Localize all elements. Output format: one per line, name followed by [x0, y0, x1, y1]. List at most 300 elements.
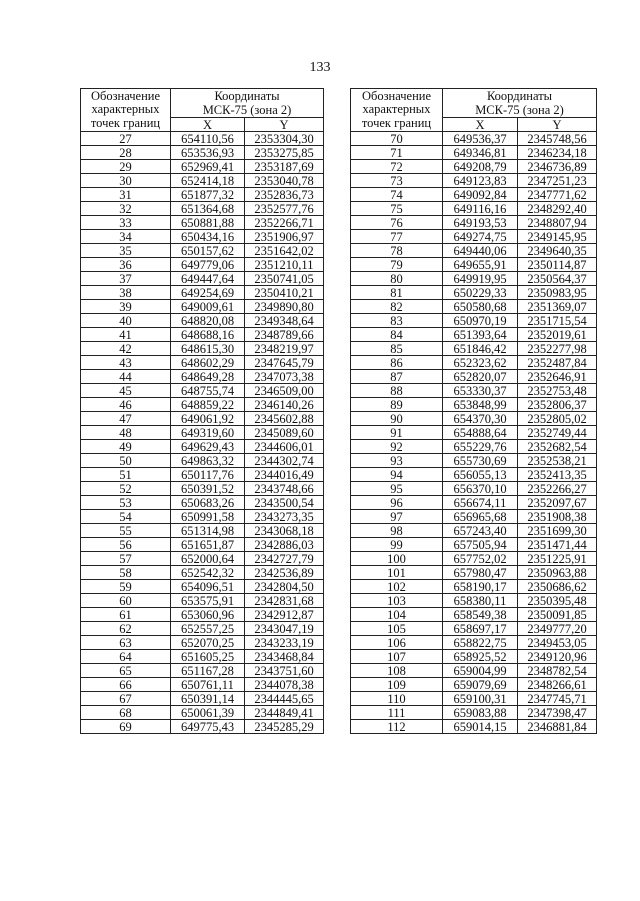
point-number-cell: 43: [81, 356, 171, 370]
x-coordinate-cell: 654096,51: [171, 580, 245, 594]
table-row: [351, 454, 597, 468]
y-coordinate-cell: 2349120,96: [518, 650, 597, 664]
y-coordinate-cell: 2345748,56: [518, 132, 597, 146]
point-number-cell: 63: [81, 636, 171, 650]
table-row: [81, 594, 324, 608]
point-number-cell: 54: [81, 510, 171, 524]
point-number-cell: 44: [81, 370, 171, 384]
table-row: [351, 706, 597, 720]
y-coordinate-cell: 2346881,84: [518, 720, 597, 734]
x-coordinate-cell: 649274,75: [443, 230, 518, 244]
y-coordinate-cell: 2352806,37: [518, 398, 597, 412]
point-number-cell: 95: [351, 482, 443, 496]
point-number-cell: 108: [351, 664, 443, 678]
header-line: точек границ: [361, 115, 432, 130]
table-row: [81, 160, 324, 174]
point-number-cell: 89: [351, 398, 443, 412]
table-row: [351, 636, 597, 650]
y-coordinate-cell: 2348789,66: [245, 328, 324, 342]
y-coordinate-cell: 2353275,85: [245, 146, 324, 160]
x-coordinate-cell: 649779,06: [171, 258, 245, 272]
table-row: [81, 244, 324, 258]
point-number-cell: 94: [351, 468, 443, 482]
point-number-cell: 70: [351, 132, 443, 146]
x-coordinate-cell: 657243,40: [443, 524, 518, 538]
table-row: [81, 678, 324, 692]
table-row: [351, 622, 597, 636]
point-number-cell: 106: [351, 636, 443, 650]
y-coordinate-cell: 2352577,76: [245, 202, 324, 216]
table-row: [81, 510, 324, 524]
y-coordinate-cell: 2352682,54: [518, 440, 597, 454]
point-number-cell: 85: [351, 342, 443, 356]
point-number-cell: 31: [81, 188, 171, 202]
y-coordinate-cell: 2343751,60: [245, 664, 324, 678]
table-row: [81, 538, 324, 552]
x-coordinate-cell: 656965,68: [443, 510, 518, 524]
point-number-cell: 75: [351, 202, 443, 216]
table-row: [351, 286, 597, 300]
point-number-cell: 96: [351, 496, 443, 510]
y-coordinate-cell: 2349890,80: [245, 300, 324, 314]
point-number-cell: 46: [81, 398, 171, 412]
point-number-cell: 64: [81, 650, 171, 664]
y-coordinate-cell: 2342536,89: [245, 566, 324, 580]
point-number-cell: 102: [351, 580, 443, 594]
y-coordinate-cell: 2342727,79: [245, 552, 324, 566]
header-line: Обозначение: [361, 88, 432, 103]
y-coordinate-cell: 2351471,44: [518, 538, 597, 552]
point-number-cell: 71: [351, 146, 443, 160]
y-coordinate-cell: 2350564,37: [518, 272, 597, 286]
y-coordinate-cell: 2350686,62: [518, 580, 597, 594]
x-coordinate-cell: 648615,30: [171, 342, 245, 356]
table-row: [351, 342, 597, 356]
table-row: [351, 328, 597, 342]
coordinates-group-header: [171, 89, 324, 118]
table-row: [81, 216, 324, 230]
table-row: [351, 692, 597, 706]
x-coordinate-cell: 652557,25: [171, 622, 245, 636]
y-coordinate-cell: 2346234,18: [518, 146, 597, 160]
y-coordinate-cell: 2345602,88: [245, 412, 324, 426]
y-coordinate-cell: 2352277,98: [518, 342, 597, 356]
table-row: [81, 314, 324, 328]
point-number-cell: 72: [351, 160, 443, 174]
point-number-cell: 60: [81, 594, 171, 608]
x-coordinate-cell: 653536,93: [171, 146, 245, 160]
table-row: [81, 650, 324, 664]
point-number-cell: 37: [81, 272, 171, 286]
y-coordinate-cell: 2343748,66: [245, 482, 324, 496]
x-coordinate-cell: 654888,64: [443, 426, 518, 440]
y-coordinate-cell: 2352753,48: [518, 384, 597, 398]
point-number-cell: 49: [81, 440, 171, 454]
point-number-cell: 77: [351, 230, 443, 244]
table-row: [351, 440, 597, 454]
coordinates-table-right: [350, 88, 597, 734]
table-row: [351, 398, 597, 412]
point-number-cell: 56: [81, 538, 171, 552]
point-number-cell: 27: [81, 132, 171, 146]
table-row: [81, 720, 324, 734]
point-number-cell: 97: [351, 510, 443, 524]
point-number-cell: 73: [351, 174, 443, 188]
y-coordinate-cell: 2343500,54: [245, 496, 324, 510]
table-row: [351, 594, 597, 608]
y-coordinate-cell: 2343273,35: [245, 510, 324, 524]
y-coordinate-cell: 2353187,69: [245, 160, 324, 174]
table-row: [351, 272, 597, 286]
point-number-cell: 53: [81, 496, 171, 510]
table-row: [351, 160, 597, 174]
x-coordinate-cell: 649775,43: [171, 720, 245, 734]
point-number-cell: 65: [81, 664, 171, 678]
table-row: [81, 622, 324, 636]
point-number-cell: 83: [351, 314, 443, 328]
table-row: [81, 552, 324, 566]
x-coordinate-cell: 650991,58: [171, 510, 245, 524]
point-number-cell: 55: [81, 524, 171, 538]
point-number-cell: 61: [81, 608, 171, 622]
y-coordinate-cell: 2344078,38: [245, 678, 324, 692]
y-coordinate-cell: 2351210,11: [245, 258, 324, 272]
point-number-cell: 30: [81, 174, 171, 188]
point-number-cell: 47: [81, 412, 171, 426]
y-coordinate-cell: 2343047,19: [245, 622, 324, 636]
point-number-cell: 68: [81, 706, 171, 720]
y-coordinate-cell: 2343068,18: [245, 524, 324, 538]
y-coordinate-cell: 2349348,64: [245, 314, 324, 328]
x-coordinate-cell: 649123,83: [443, 174, 518, 188]
x-coordinate-cell: 657752,02: [443, 552, 518, 566]
x-coordinate-cell: 651364,68: [171, 202, 245, 216]
table-row: [351, 188, 597, 202]
x-coordinate-cell: 659083,88: [443, 706, 518, 720]
y-coordinate-cell: 2349777,20: [518, 622, 597, 636]
table-row: [351, 538, 597, 552]
x-coordinate-cell: 650580,68: [443, 300, 518, 314]
y-coordinate-cell: 2350741,05: [245, 272, 324, 286]
y-coordinate-cell: 2351906,97: [245, 230, 324, 244]
x-coordinate-cell: 658380,11: [443, 594, 518, 608]
y-coordinate-cell: 2347398,47: [518, 706, 597, 720]
y-coordinate-cell: 2350091,85: [518, 608, 597, 622]
x-coordinate-cell: 649346,81: [443, 146, 518, 160]
y-coordinate-cell: 2342831,68: [245, 594, 324, 608]
y-coordinate-cell: 2346509,00: [245, 384, 324, 398]
point-number-cell: 52: [81, 482, 171, 496]
table-row: [351, 650, 597, 664]
header-line: МСК-75 (зона 2): [202, 103, 292, 117]
header-line: Координаты: [486, 89, 553, 103]
point-number-cell: 79: [351, 258, 443, 272]
point-number-cell: 57: [81, 552, 171, 566]
table-row: [81, 230, 324, 244]
point-column-header: [81, 89, 171, 132]
point-number-cell: 99: [351, 538, 443, 552]
y-coordinate-cell: 2350983,95: [518, 286, 597, 300]
y-column-header: Y: [245, 118, 324, 132]
x-coordinate-cell: 649061,92: [171, 412, 245, 426]
table-row: [81, 356, 324, 370]
point-number-cell: 107: [351, 650, 443, 664]
point-number-cell: 35: [81, 244, 171, 258]
x-coordinate-cell: 649116,16: [443, 202, 518, 216]
table-row: [351, 146, 597, 160]
y-coordinate-cell: 2343233,19: [245, 636, 324, 650]
y-coordinate-cell: 2348782,54: [518, 664, 597, 678]
point-number-cell: 59: [81, 580, 171, 594]
point-number-cell: 80: [351, 272, 443, 286]
table-row: [351, 468, 597, 482]
point-number-cell: 45: [81, 384, 171, 398]
table-row: [81, 496, 324, 510]
x-coordinate-cell: 651393,64: [443, 328, 518, 342]
x-coordinate-cell: 658822,75: [443, 636, 518, 650]
x-coordinate-cell: 648859,22: [171, 398, 245, 412]
y-coordinate-cell: 2349145,95: [518, 230, 597, 244]
x-coordinate-cell: 650761,11: [171, 678, 245, 692]
table-row: [81, 664, 324, 678]
x-coordinate-cell: 652969,41: [171, 160, 245, 174]
header-line: МСК-75 (зона 2): [475, 103, 564, 117]
point-number-cell: 87: [351, 370, 443, 384]
point-number-cell: 34: [81, 230, 171, 244]
coordinates-table-left: [80, 88, 324, 734]
y-coordinate-cell: 2347645,79: [245, 356, 324, 370]
point-number-cell: 67: [81, 692, 171, 706]
x-coordinate-cell: 656674,11: [443, 496, 518, 510]
y-coordinate-cell: 2346140,26: [245, 398, 324, 412]
table-row: [81, 258, 324, 272]
page-number: 133: [309, 60, 331, 75]
table-row: [351, 230, 597, 244]
point-number-cell: 82: [351, 300, 443, 314]
point-number-cell: 40: [81, 314, 171, 328]
point-number-cell: 84: [351, 328, 443, 342]
table-row: [81, 566, 324, 580]
x-coordinate-cell: 652323,62: [443, 356, 518, 370]
table-row: [351, 608, 597, 622]
x-coordinate-cell: 651846,42: [443, 342, 518, 356]
x-coordinate-cell: 659079,69: [443, 678, 518, 692]
table-row: [351, 370, 597, 384]
table-row: [81, 202, 324, 216]
point-number-cell: 86: [351, 356, 443, 370]
table-row: [81, 286, 324, 300]
table-row: [81, 412, 324, 426]
table-row: [351, 552, 597, 566]
x-coordinate-cell: 656055,13: [443, 468, 518, 482]
y-coordinate-cell: 2352266,71: [245, 216, 324, 230]
x-coordinate-cell: 652000,64: [171, 552, 245, 566]
point-number-cell: 78: [351, 244, 443, 258]
x-coordinate-cell: 652070,25: [171, 636, 245, 650]
table-row: [81, 174, 324, 188]
point-number-cell: 98: [351, 524, 443, 538]
x-coordinate-cell: 651877,32: [171, 188, 245, 202]
point-number-cell: 91: [351, 426, 443, 440]
point-number-cell: 39: [81, 300, 171, 314]
y-coordinate-cell: 2351369,07: [518, 300, 597, 314]
x-coordinate-cell: 656370,10: [443, 482, 518, 496]
point-number-cell: 81: [351, 286, 443, 300]
x-coordinate-cell: 653060,96: [171, 608, 245, 622]
y-coordinate-cell: 2342886,03: [245, 538, 324, 552]
y-coordinate-cell: 2345089,60: [245, 426, 324, 440]
table-row: [81, 342, 324, 356]
x-coordinate-cell: 649319,60: [171, 426, 245, 440]
point-number-cell: 90: [351, 412, 443, 426]
x-coordinate-cell: 650157,62: [171, 244, 245, 258]
header-line: Координаты: [214, 89, 280, 103]
table-body: [81, 132, 324, 734]
x-coordinate-cell: 650061,39: [171, 706, 245, 720]
table-row: [81, 454, 324, 468]
x-coordinate-cell: 653575,91: [171, 594, 245, 608]
point-number-cell: 109: [351, 678, 443, 692]
x-coordinate-cell: 650391,52: [171, 482, 245, 496]
point-number-cell: 100: [351, 552, 443, 566]
y-coordinate-cell: 2347771,62: [518, 188, 597, 202]
y-coordinate-cell: 2352538,21: [518, 454, 597, 468]
point-number-cell: 74: [351, 188, 443, 202]
point-number-cell: 51: [81, 468, 171, 482]
x-coordinate-cell: 658925,52: [443, 650, 518, 664]
point-number-cell: 33: [81, 216, 171, 230]
x-coordinate-cell: 649208,79: [443, 160, 518, 174]
table-row: [351, 524, 597, 538]
table-row: [351, 678, 597, 692]
point-number-cell: 76: [351, 216, 443, 230]
table-row: [81, 132, 324, 146]
y-coordinate-cell: 2347251,23: [518, 174, 597, 188]
point-number-cell: 110: [351, 692, 443, 706]
table-row: [351, 580, 597, 594]
x-coordinate-cell: 650391,14: [171, 692, 245, 706]
y-coordinate-cell: 2350963,88: [518, 566, 597, 580]
x-coordinate-cell: 659100,31: [443, 692, 518, 706]
point-number-cell: 104: [351, 608, 443, 622]
table-row: [351, 356, 597, 370]
x-coordinate-cell: 649009,61: [171, 300, 245, 314]
point-number-cell: 66: [81, 678, 171, 692]
y-coordinate-cell: 2350395,48: [518, 594, 597, 608]
y-column-header: Y: [518, 118, 597, 132]
y-coordinate-cell: 2351225,91: [518, 552, 597, 566]
x-coordinate-cell: 650434,16: [171, 230, 245, 244]
x-coordinate-cell: 649440,06: [443, 244, 518, 258]
point-number-cell: 93: [351, 454, 443, 468]
x-coordinate-cell: 657505,94: [443, 538, 518, 552]
y-coordinate-cell: 2347745,71: [518, 692, 597, 706]
x-coordinate-cell: 649536,37: [443, 132, 518, 146]
y-coordinate-cell: 2343468,84: [245, 650, 324, 664]
y-coordinate-cell: 2342804,50: [245, 580, 324, 594]
x-coordinate-cell: 648688,16: [171, 328, 245, 342]
x-coordinate-cell: 648820,08: [171, 314, 245, 328]
y-coordinate-cell: 2342912,87: [245, 608, 324, 622]
table-row: [351, 566, 597, 580]
x-coordinate-cell: 650229,33: [443, 286, 518, 300]
table-row: [81, 300, 324, 314]
x-coordinate-cell: 652820,07: [443, 370, 518, 384]
table-row: [351, 384, 597, 398]
point-number-cell: 36: [81, 258, 171, 272]
y-coordinate-cell: 2345285,29: [245, 720, 324, 734]
point-number-cell: 41: [81, 328, 171, 342]
header-line: точек границ: [90, 115, 161, 130]
point-number-cell: 58: [81, 566, 171, 580]
point-number-cell: 38: [81, 286, 171, 300]
table-row: [81, 398, 324, 412]
table-row: [351, 664, 597, 678]
header-line: Обозначение: [90, 88, 161, 103]
table-row: [351, 426, 597, 440]
y-coordinate-cell: 2353040,78: [245, 174, 324, 188]
table-row: [81, 580, 324, 594]
y-coordinate-cell: 2352487,84: [518, 356, 597, 370]
y-coordinate-cell: 2353304,30: [245, 132, 324, 146]
x-coordinate-cell: 657980,47: [443, 566, 518, 580]
x-coordinate-cell: 659014,15: [443, 720, 518, 734]
point-number-cell: 62: [81, 622, 171, 636]
point-number-cell: 92: [351, 440, 443, 454]
x-coordinate-cell: 652414,18: [171, 174, 245, 188]
table-row: [81, 524, 324, 538]
table-row: [81, 426, 324, 440]
header-line: характерных: [91, 102, 160, 117]
table-row: [81, 608, 324, 622]
x-coordinate-cell: 653848,99: [443, 398, 518, 412]
x-coordinate-cell: 649254,69: [171, 286, 245, 300]
point-column-header: [351, 89, 443, 132]
x-coordinate-cell: 658190,17: [443, 580, 518, 594]
y-coordinate-cell: 2352646,91: [518, 370, 597, 384]
table-row: [81, 328, 324, 342]
header-line: характерных: [362, 102, 431, 117]
y-coordinate-cell: 2352413,35: [518, 468, 597, 482]
table-row: [351, 244, 597, 258]
y-coordinate-cell: 2352266,27: [518, 482, 597, 496]
y-coordinate-cell: 2351715,54: [518, 314, 597, 328]
x-coordinate-cell: 649919,95: [443, 272, 518, 286]
table-row: [81, 272, 324, 286]
x-coordinate-cell: 648755,74: [171, 384, 245, 398]
table-row: [351, 216, 597, 230]
y-coordinate-cell: 2351642,02: [245, 244, 324, 258]
table-row: [81, 482, 324, 496]
x-coordinate-cell: 650683,26: [171, 496, 245, 510]
y-coordinate-cell: 2346736,89: [518, 160, 597, 174]
x-coordinate-cell: 649863,32: [171, 454, 245, 468]
y-coordinate-cell: 2351699,30: [518, 524, 597, 538]
x-coordinate-cell: 652542,32: [171, 566, 245, 580]
x-coordinate-cell: 650881,88: [171, 216, 245, 230]
y-coordinate-cell: 2349453,05: [518, 636, 597, 650]
table-body: [351, 132, 597, 734]
y-coordinate-cell: 2352019,61: [518, 328, 597, 342]
point-number-cell: 48: [81, 426, 171, 440]
table-row: [81, 692, 324, 706]
point-number-cell: 28: [81, 146, 171, 160]
x-coordinate-cell: 658549,38: [443, 608, 518, 622]
y-coordinate-cell: 2351908,38: [518, 510, 597, 524]
y-coordinate-cell: 2352805,02: [518, 412, 597, 426]
y-coordinate-cell: 2344302,74: [245, 454, 324, 468]
coordinates-group-header: [443, 89, 597, 118]
